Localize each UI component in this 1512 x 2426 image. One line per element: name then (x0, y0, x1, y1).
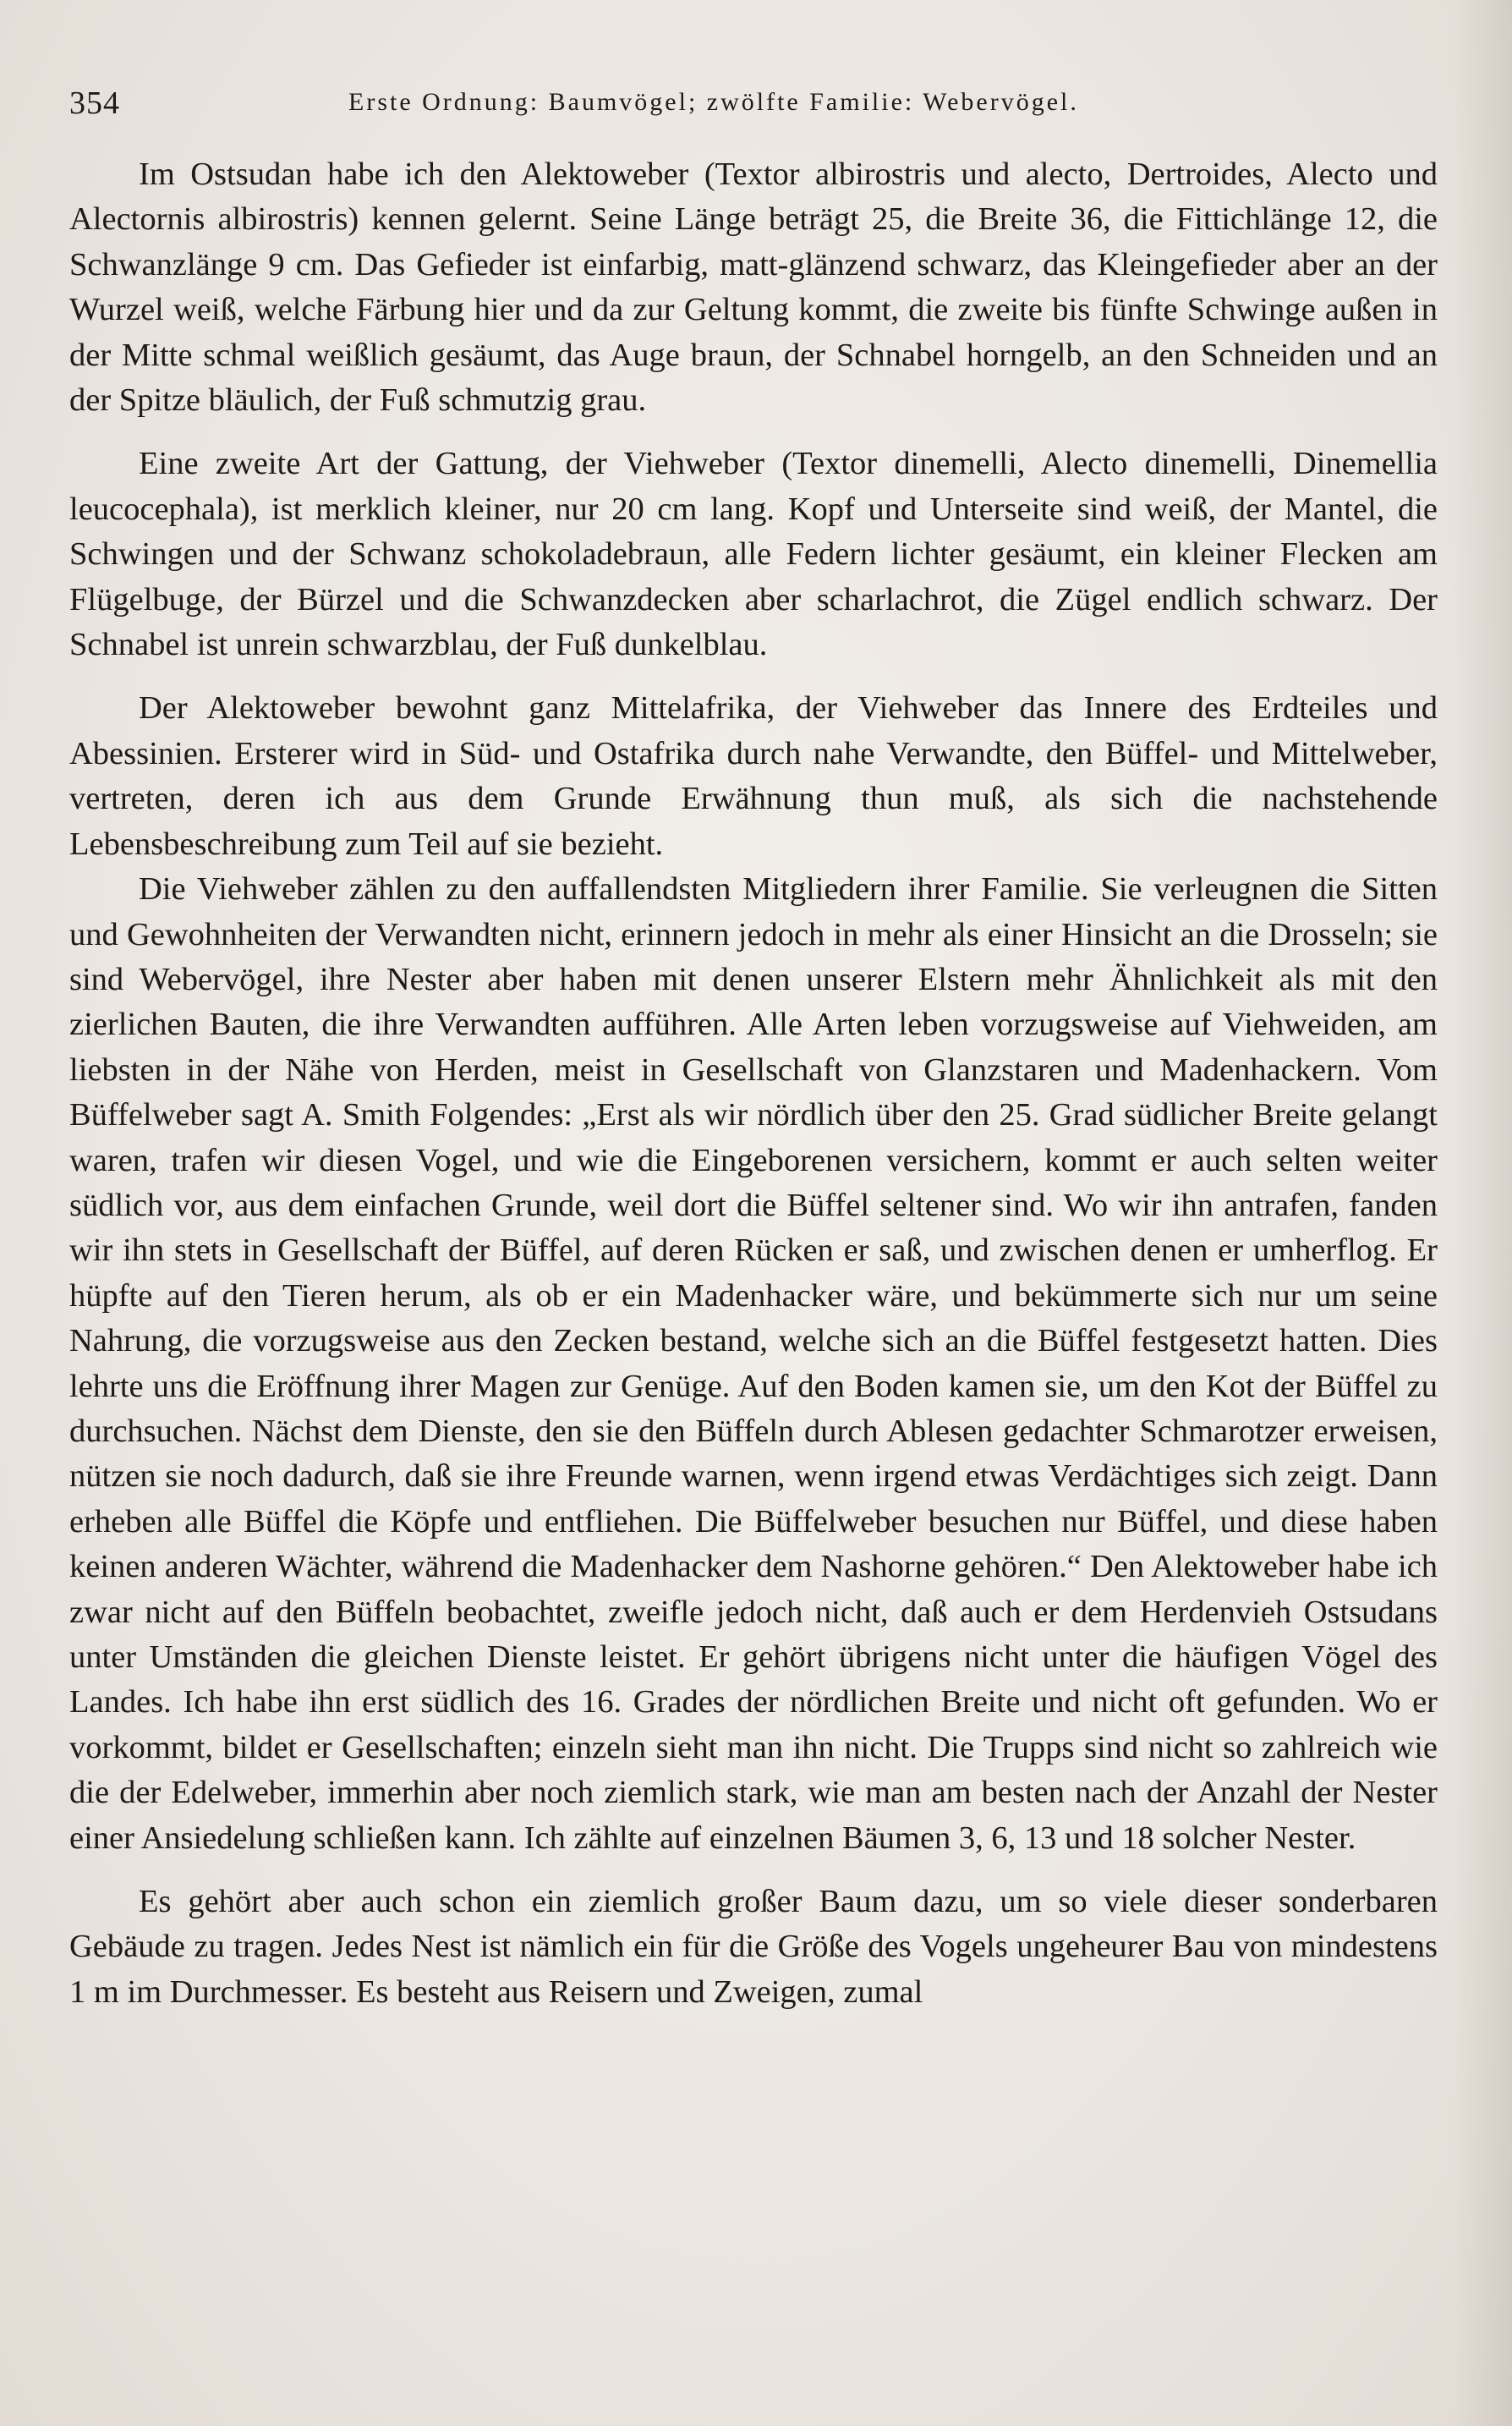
paragraph-alektoweber-description: Im Ostsudan habe ich den Alektoweber (Textor albirostris und alecto, Dertroides, Alecto und Alectornis albirostris) kennen gelernt. Seine Länge beträgt 25, die Breite 36, die Fittichlänge 12, die Schwanzlänge 9 cm. Das Gefieder ist einfarbig, matt-glänzend schwarz, das Kleingefieder aber an der Wurzel weiß, welche Färbung hier und da zur Geltung kommt, die zweite bis fünfte Schwinge außen in der Mitte schmal weißlich gesäumt, das Auge braun, der Schnabel horngelb, an den Schneiden und an der Spitze bläulich, der Fuß schmutzig grau. (69, 156, 1438, 419)
running-head: Erste Ordnung: Baumvögel; zwölfte Familie: Webervögel. (348, 88, 1079, 116)
paragraph-distribution: Der Alektoweber bewohnt ganz Mittelafrika, der Viehweber das Innere des Erdteiles und Abessinien. Ersterer wird in Süd- und Ostafrika durch nahe Verwandte, den Büffel- und Mittelweber, vertreten, deren ich aus dem Grunde Erwähnung thun muß, als sich die nachstehende Lebensbeschreibung zum Teil auf sie bezieht. (69, 690, 1438, 862)
page-number: 354 (69, 85, 120, 121)
body-text (69, 152, 1438, 2015)
paragraph-behavior: Die Viehweber zählen zu den auffallendsten Mitgliedern ihrer Familie. Sie verleugnen die Sitten und Gewohnheiten der Verwandten nicht, erinnern jedoch in mehr als einer Hinsicht an die Drosseln; sie sind Webervögel, ihre Nester aber haben mit denen unserer Elstern mehr Ähnlichkeit als mit den zierlichen Bauten, die ihre Verwandten aufführen. Alle Arten leben vorzugsweise auf Viehweiden, am liebsten in der Nähe von Herden, meist in Gesellschaft von Glanzstaren und Madenhackern. Vom Büffelweber sagt A. Smith Folgendes: „Erst als wir nördlich über den 25. Grad südlicher Breite gelangt waren, trafen wir diesen Vogel, und wie die Eingeborenen versichern, kommt er auch selten weiter südlich vor, aus dem einfachen Grunde, weil dort die Büffel seltener sind. Wo wir ihn antrafen, fanden wir ihn stets in Gesellschaft der Büffel, auf deren Rücken er saß, und zwischen denen er umherflog. Er hüpfte auf den Tieren herum, als ob er ein Madenhacker wäre, und bekümmerte sich nur um seine Nahrung, die vorzugsweise aus den Zecken bestand, welche sich an die Büffel festgesetzt hatten. Dies lehrte uns die Eröffnung ihrer Magen zur Genüge. Auf den Boden kamen sie, um den Kot der Büffel zu durchsuchen. Nächst dem Dienste, den sie den Büffeln durch Ablesen gedachter Schmarotzer erweisen, nützen sie noch dadurch, daß sie ihre Freunde warnen, wenn irgend etwas Verdächtiges sich zeigt. Dann erheben alle Büffel die Köpfe und entfliehen. Die Büffelweber besuchen nur Büffel, und diese haben keinen anderen Wächter, während die Madenhacker dem Nashorne gehören.“ Den Alektoweber habe ich zwar nicht auf den Büffeln beobachtet, zweifle jedoch nicht, daß auch er dem Herdenvieh Ostsudans unter Umständen die gleichen Dienste leistet. Er gehört übrigens nicht unter die häufigen Vögel des Landes. Ich habe ihn erst südlich des 16. Grades der nördlichen Breite und nicht oft gefunden. Wo er vorkommt, bildet er Gesellschaften; einzeln sieht man ihn nicht. Die Trupps sind nicht so zahlreich wie die der Edelweber, immerhin aber noch ziemlich stark, wie man am besten nach der Anzahl der Nester einer Ansiedelung schließen kann. Ich zählte auf einzelnen Bäumen 3, 6, 13 und 18 solcher Nester. (69, 871, 1438, 1856)
page-edge-shadow (1453, 0, 1512, 2426)
paragraph-nests: Es gehört aber auch schon ein ziemlich großer Baum dazu, um so viele dieser sonderbaren Gebäude zu tragen. Jedes Nest ist nämlich ein für die Größe des Vogels ungeheurer Bau von mindestens 1 m im Durchmesser. Es besteht aus Reisern und Zweigen, zumal (69, 1884, 1438, 2010)
page-header (69, 85, 1438, 135)
paragraph-viehweber-description: Eine zweite Art der Gattung, der Viehweber (Textor dinemelli, Alecto dinemelli, Dinemellia leucocephala), ist merklich kleiner, nur 20 cm lang. Kopf und Unterseite sind weiß, der Mantel, die Schwingen und der Schwanz schokoladebraun, alle Federn lichter gesäumt, ein kleiner Flecken am Flügelbuge, der Bürzel und die Schwanzdecken aber scharlachrot, die Zügel endlich schwarz. Der Schnabel ist unrein schwarzblau, der Fuß dunkelblau. (69, 446, 1438, 663)
